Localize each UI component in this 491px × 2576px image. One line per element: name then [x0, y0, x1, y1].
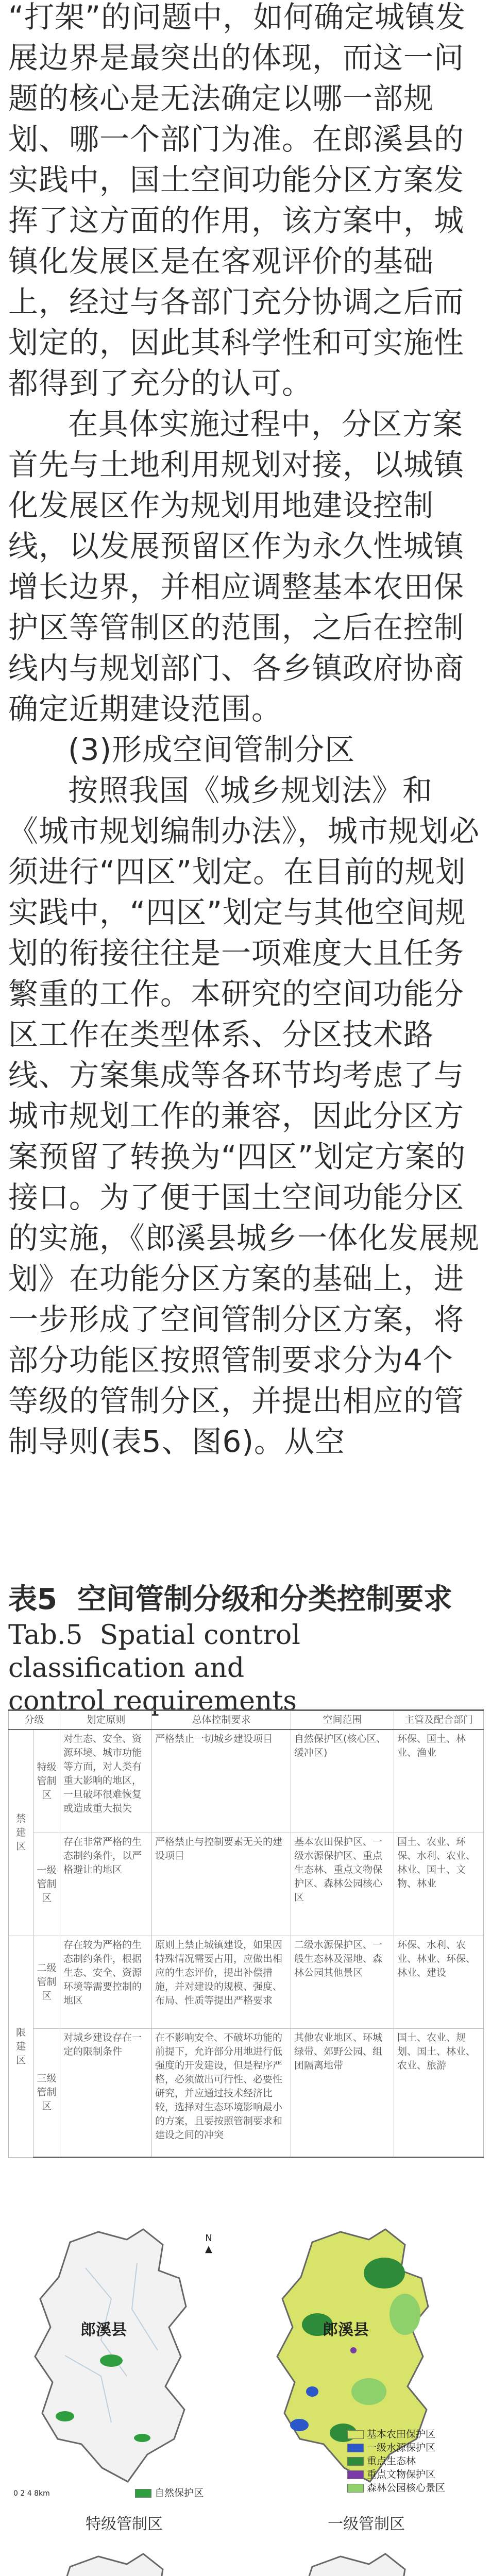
header-cell: 分级: [9, 1710, 60, 1730]
legend-swatch: [347, 2457, 364, 2466]
legend-item: 重点文物保护区: [347, 2468, 445, 2481]
county-map: [250, 2546, 482, 2576]
table-cell: 对城乡建设存在一定的限制条件: [60, 2028, 152, 2157]
table-cell: 环保、水利、农业、林业、环保、林业、建设: [394, 1936, 484, 2028]
legend-item: 自然保护区: [135, 2486, 204, 2500]
paragraph: 在具体实施过程中，分区方案首先与土地利用规划对接，以城镇化发展区作为规划用地建设控制线，以发展预留区作为永久性城镇增长边界，并相应调整基本农田保护区等管制区的范围，之后在控制线内与规划部门、各乡镇政府协商确定近期建设范围。: [8, 406, 465, 726]
table-title-en: Spatial control classification and: [8, 1620, 300, 1684]
table-title: 空间管制分级和分类控制要求: [77, 1583, 452, 1616]
header-cell: 空间范围: [291, 1710, 394, 1730]
legend-swatch: [347, 2430, 364, 2439]
legend-swatch: [347, 2470, 364, 2479]
table-cell: 存在非常严格的生态制约条件，以严格避让的地区: [60, 1833, 152, 1936]
header-cell: 总体控制要求: [152, 1710, 291, 1730]
figure-maps: [8, 2222, 483, 2576]
legend-swatch: [347, 2484, 364, 2493]
table-cell: 存在较为严格的生态制约条件，根据生态、安全、资源环境等需要控制的地区: [60, 1936, 152, 2028]
legend-swatch: [135, 2489, 151, 2498]
legend-item: 一级水源保护区: [347, 2441, 445, 2454]
table-row: [9, 1730, 484, 1833]
compass-icon: N ▲: [205, 2233, 212, 2255]
level-cell: 特级管制区: [33, 1730, 60, 1833]
level-cell: 一级管制区: [33, 1833, 60, 1936]
table-cell: 在不影响安全、不破坏功能的前提下，允许部分用地进行低强度的开发建设，但是程序严格，必须做出可行性、必要性研究，并应通过技术经济比较，选择对生态环境影响最小的方案，且要按照管制要求和建设之间的冲突: [152, 2028, 291, 2157]
header-cell: 划定原则: [60, 1710, 152, 1730]
legend-item: 森林公园核心景区: [347, 2481, 445, 2495]
table-cell: 自然保护区(核心区、缓冲区): [291, 1730, 394, 1833]
county-map: [8, 2222, 240, 2510]
table-cell: 严格禁止与控制要素无关的建设项目: [152, 1833, 291, 1936]
scale-bar: 0 2 4 8km: [13, 2489, 50, 2498]
county-label: 郎溪县: [80, 2321, 127, 2339]
table-cell: 环保、国土、林业、渔业: [394, 1730, 484, 1833]
map-panel: [250, 2222, 482, 2536]
table-cell: 二级水源保护区、一般生态林及湿地、森林公园其他景区: [291, 1936, 394, 2028]
table-cell: 其他农业地区、环城绿带、郊野公园、组团隔离地带: [291, 2028, 394, 2157]
body-text-top: [8, 0, 483, 1462]
map-legend: [347, 2428, 445, 2495]
section-heading: (3)形成空间管制分区: [68, 732, 355, 767]
legend-item: 重点生态林: [347, 2454, 445, 2468]
group-cell: 限建区: [9, 1936, 33, 2157]
table-cell: 国土、农业、环保、水利、农业、林业、国土、文物、林业: [394, 1833, 484, 1936]
map-title: 特级管制区: [86, 2515, 163, 2533]
table-cell: 原则上禁止城镇建设，如果因特殊情况需要占用，应做出相应的生态评价，提出补偿措施，并对建设的规模、强度、布局、性质等提出严格要求: [152, 1936, 291, 2028]
county-map: [8, 2546, 240, 2576]
paragraph: “打架”的问题中，如何确定城镇发展边界是最突出的体现，而这一问题的核心是无法确定以哪一部规划、哪一个部门为准。在郎溪县的实践中，国土空间功能分区方案发挥了这方面的作用，该方案中，城镇化发展区是在客观评价的基础上，经过与各部门充分协调之后而划定的，因此其科学性和可实施性都得到了充分的认可。: [8, 0, 466, 401]
table-cell: 严格禁止一切城乡建设项目: [152, 1730, 291, 1833]
map-panel: [250, 2546, 482, 2576]
table-cell: 国土、农业、规划、国土、林业、农业、旅游: [394, 2028, 484, 2157]
group-cell: 禁建区: [9, 1730, 33, 1936]
table-row: [9, 1833, 484, 1936]
map-panel: [8, 2546, 240, 2576]
table-label: 表5: [8, 1583, 57, 1616]
table-cell: 对生态、安全、资源环境、城市功能等方面，对人类有重大影响的地区，一旦破坏很难恢复或造成重大损失: [60, 1730, 152, 1833]
map-title: 一级管制区: [328, 2515, 405, 2533]
map-legend: [135, 2486, 204, 2500]
control-table: [8, 1709, 484, 2158]
paragraph: 按照我国《城乡规划法》和《城市规划编制办法》，城市规划必须进行“四区”划定。在目前的规划实践中，“四区”划定与其他空间规划的衔接往往是一项难度大且任务繁重的工作。本研究的空间功能分区工作在类型体系、分区技术路线、方案集成等各环节均考虑了与城市规划工作的兼容，因此分区方案预留了转换为“四区”划定方案的接口。为了便于国土空间功能分区的实施，《郎溪县城乡一体化发展规划》在功能分区方案的基础上，进一步形成了空间管制分区方案，将部分功能区按照管制要求分为4个等级的管制分区，并提出相应的管制导则(表5、图6)。从空: [8, 773, 480, 1459]
legend-swatch: [347, 2444, 364, 2452]
table-caption: [8, 1581, 485, 1718]
table-cell: 基本农田保护区、一级水源保护区、重点生态林、重点文物保护区、森林公园核心区: [291, 1833, 394, 1936]
table-header-row: [9, 1710, 484, 1730]
table-label-en: Tab.5: [8, 1620, 83, 1651]
level-cell: 二级管制区: [33, 1936, 60, 2028]
table-title-en-cont: control requirements: [8, 1686, 297, 1717]
level-cell: 三级管制区: [33, 2028, 60, 2157]
table-row: [9, 2028, 484, 2157]
header-cell: 主管及配合部门: [394, 1710, 484, 1730]
county-label: 郎溪县: [323, 2321, 369, 2339]
map-panel: [8, 2222, 240, 2536]
legend-item: 基本农田保护区: [347, 2428, 445, 2441]
table-row: [9, 1936, 484, 2028]
